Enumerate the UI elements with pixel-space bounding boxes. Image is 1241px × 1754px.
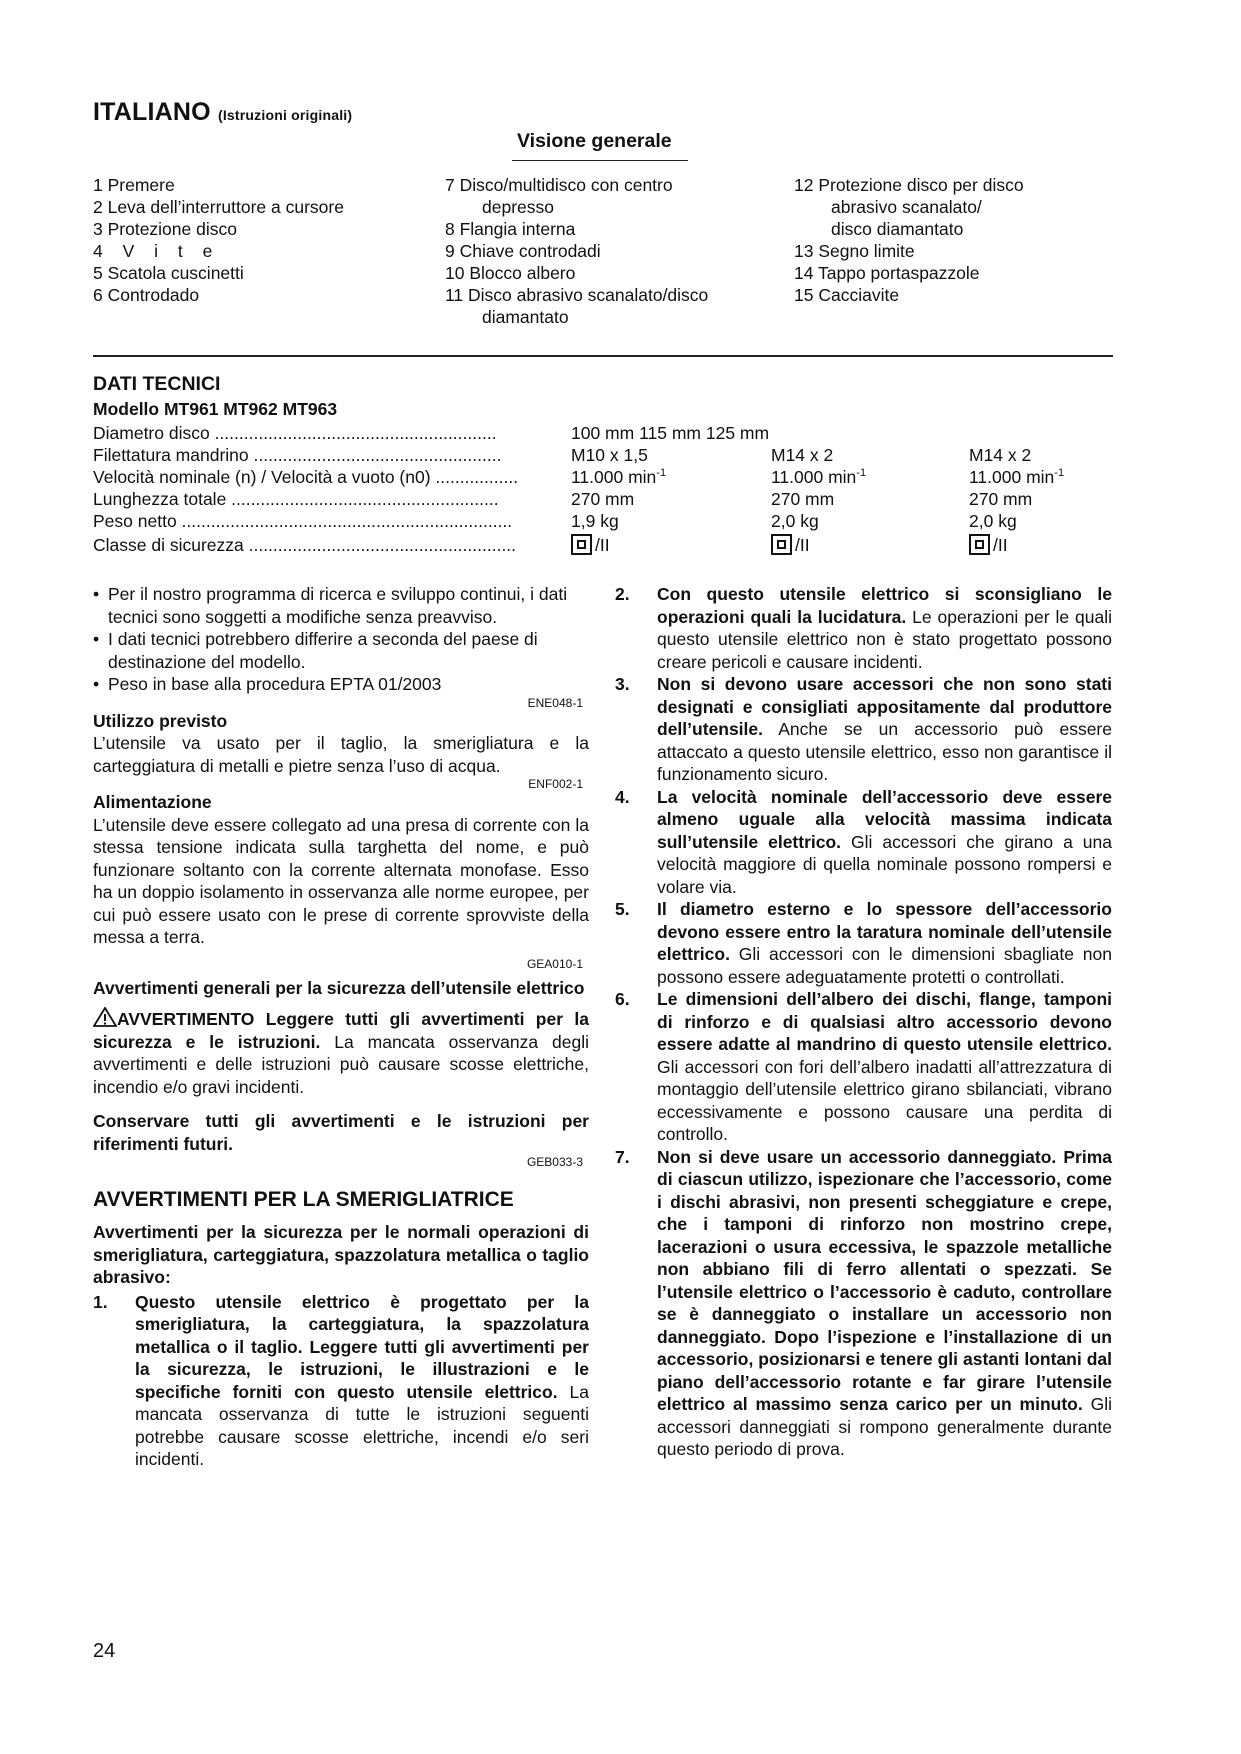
item-bold-text: La velocità nominale dell’accessorio deve essere almeno uguale alla velocità massima indicata sull’utensile elettrico. [657,786,1112,852]
item-number: 1. [93,1291,108,1312]
item-number: 7. [615,1146,630,1167]
item-number: 5. [615,899,630,919]
numbered-warning-item [615,988,1112,1146]
item-number: 4. [615,786,630,807]
reference-code: GEA010-1 [526,956,583,971]
spec-value: 100 mm 115 mm 125 mm [571,423,770,443]
spec-value: 11.000 $\min^{-1}$ [969,467,1065,487]
overview-item: 12 Protezione disco per disco [794,175,1024,195]
overview-column-2 [445,174,708,328]
spec-label: Classe di sicurezza ....................................................... [93,535,517,555]
overview-item: 11 Disco abrasivo scanalato/disco [445,285,709,305]
bullet-item: • Per il nostro programma di ricerca e sviluppo continui, i dati tecnici sono soggetti a modifiche senza preavviso. [93,583,589,628]
spec-value: 270 mm [771,489,835,509]
overview-item-continued: diamantato [482,307,569,327]
numbered-warning-item [615,898,1112,988]
item-number: 2. [615,584,630,604]
spec-value: 11.000 $\min^{-1}$ [571,467,667,487]
numbered-warning-item [615,1146,1112,1461]
keep-instructions-text: Conservare tutti gli avvertimenti e le istruzioni per riferimenti futuri. [93,1111,589,1154]
spec-row-length [93,488,1113,510]
item-number: 3. [615,674,630,694]
spec-label: Lunghezza totale ....................................................... [93,489,499,509]
section-divider [93,355,1113,357]
numbered-warning-item [615,583,1112,673]
page-number: 24 [93,1640,116,1662]
specs-title: DATI TECNICI [93,373,221,395]
grinder-warnings-title: AVVERTIMENTI PER LA SMERIGLIATRICE [93,1188,514,1211]
item-text: Gli accessori con le dimensioni sbagliate non possono essere adeguatamente protetti o controllati. [657,944,1112,987]
overview-underline [512,160,688,161]
power-supply-title: Alimentazione [93,792,212,812]
overview-item: 10 Blocco albero [445,263,576,283]
overview-item: 5 Scatola cuscinetti [93,263,244,283]
item-text: Gli accessori con fori dell’albero inadatti all’attrezzatura di montaggio dell’utensile elettrico girano sbilanciati, vibrano eccessivamente e possono causare una perdita di controllo. [657,1056,1112,1144]
bullet-item: • Peso in base alla procedura EPTA 01/2003 [93,673,589,696]
spec-row-disc-diameter [93,422,1113,444]
item-bold-text: Non si devono usare accessori che non sono stati designati e consigliati appositamente dal produttore dell’utensile. [657,674,1112,739]
item-bold-text: Questo utensile elettrico è progettato per la smerigliatura, la carteggiatura, la spazzolatura metallica o il taglio. Leggere tutti gli avvertimenti per la sicurezza, le istruzioni, le illustrazioni e le specifiche forniti con questo utensile elettrico. [135,1291,589,1402]
specs-model-line: Modello MT961 MT962 MT963 [93,399,338,419]
grinder-warnings-intro: Avvertimenti per la sicurezza per le normali operazioni di smerigliatura, carteggiatura, spazzolatura metallica o taglio abrasivo: [93,1222,589,1287]
overview-item-continued: disco diamantato [831,219,964,239]
item-number: 6. [615,989,630,1009]
overview-item: 1 Premere [93,175,175,195]
overview-title: Visione generale [517,130,672,152]
spec-value: 270 mm [571,489,635,509]
item-text: Gli accessori danneggiati si rompono generalmente durante questo periodo di prova. [657,1394,1112,1459]
numbered-warning-item [615,786,1112,899]
overview-item: 2 Leva dell’interruttore a cursore [93,197,344,217]
warning-text: La mancata osservanza degli avvertimenti e delle istruzioni può causare scosse elettriche, incendio e/o gravi incidenti. [93,1031,589,1097]
numbered-warning-item [93,1291,589,1471]
overview-item: 3 Protezione disco [93,219,237,239]
reference-code: GEB033-3 [526,1155,583,1169]
spec-label: Diametro disco .......................................................... [93,423,497,443]
spec-value: M14 x 2 [771,445,834,465]
intended-use-title: Utilizzo previsto [93,710,228,731]
item-bold-text: Le dimensioni dell’albero dei dischi, flange, tamponi di rinforzo e di qualsiasi altro accessorio devono essere adatte al mandrino di questo utensile elettrico. [657,989,1112,1054]
reference-code: ENE048-1 [527,695,583,710]
left-column [93,583,589,1471]
overview-item: 8 Flangia interna [445,219,576,239]
right-column [615,583,1112,1461]
spec-row-weight [93,510,1113,532]
spec-value: /II [571,534,610,556]
overview-item: 13 Segno limite [794,241,915,261]
item-text: Le operazioni per le quali questo utensile elettrico non è stato progettato possono creare pericoli e causare incidenti. [657,606,1112,672]
overview-item: 4 V i t e [93,241,213,261]
language-title: ITALIANO [93,98,211,126]
spec-row-speed [93,466,1113,488]
spec-value: 270 mm [969,489,1033,509]
item-text: La mancata osservanza di tutte le istruzioni seguenti potrebbe causare scosse elettriche, incendi e/o seri incidenti. [135,1381,589,1469]
item-text: Gli accessori che girano a una velocità maggiore di quella nominale possono rompersi e volare via. [657,831,1112,897]
power-supply-text: L’utensile deve essere collegato ad una presa di corrente con la stessa tensione indicata sulla targhetta del nome, e può funzionare soltanto con la corrente alternata monofase. Esso ha un doppio isolamento in osservanza alle norme europee, per cui può essere usato con le prese di corrente sprovviste della messa a terra. [93,814,589,947]
warning-paragraph [93,1007,589,1098]
intended-use-text: L’utensile va usato per il taglio, la smerigliatura e la carteggiatura di metalli e pietre senza l’uso di acqua. [93,733,589,776]
spec-value: 2,0 kg [771,511,819,531]
item-bold-text: Con questo utensile elettrico si sconsigliano le operazioni quali la lucidatura. [657,584,1112,627]
double-insulation-icon [571,534,592,555]
language-subtitle: (Istruzioni originali) [217,107,353,123]
reference-code: ENF002-1 [528,777,583,791]
page-language-header [93,98,352,127]
spec-row-spindle-thread [93,444,1113,466]
overview-item-continued: depresso [482,197,554,217]
double-insulation-icon [771,534,792,555]
spec-row-safety-class [93,534,1113,556]
spec-label: Velocità nominale (n) / Velocità a vuoto (n0) ................. [93,467,519,487]
warning-bold: AVVERTIMENTO Leggere tutti gli avvertimenti per la sicurezza e le istruzioni. [93,1009,589,1052]
spec-value: 1,9 kg [571,511,619,531]
overview-item-continued: abrasivo scanalato/ [831,197,982,217]
overview-item: 6 Controdado [93,285,200,305]
numbered-warning-item [615,673,1112,786]
overview-item: 9 Chiave controdadi [445,241,601,261]
spec-value: 11.000 $\min^{-1}$ [771,467,867,487]
spec-label: Peso netto .................................................................... [93,511,513,531]
spec-value: M14 x 2 [969,445,1032,465]
overview-item: 7 Disco/multidisco con centro [445,175,673,195]
double-insulation-icon [969,534,990,555]
item-bold-text: Non si deve usare un accessorio danneggiato. Prima di ciascun utilizzo, ispezionare che l’accessorio, come i dischi abrasivi, non presenti scheggiature e crepe, che i tamponi di rinforzo non mostrino crepe, lacerazioni o usura eccessiva, le spazzole metalliche non abbiano fili di ferro allentati o spezzati. Se l’utensile elettrico o l’accessorio è caduto, controllare se è danneggiato o installare un accessorio non danneggiato. Dopo l’ispezione e l’installazione di un accessorio, posizionarsi e tenere gli astanti lontani dal piano dell’accessorio rotante e far girare l’utensile elettrico al massimo senza carico per un minuto. [657,1146,1112,1414]
overview-item: 14 Tappo portaspazzole [794,263,980,283]
overview-column-1 [93,174,344,306]
spec-value: M10 x 1,5 [571,445,648,465]
bullet-item: • I dati tecnici potrebbero differire a seconda del paese di destinazione del modello. [93,628,589,673]
spec-value: /II [771,534,810,556]
spec-value: 2,0 kg [969,511,1017,531]
general-warnings-title: Avvertimenti generali per la sicurezza dell’utensile elettrico [93,977,585,998]
spec-label: Filettatura mandrino ................................................... [93,445,502,465]
spec-value: /II [969,534,1008,556]
overview-column-3 [794,174,1024,306]
overview-item: 15 Cacciavite [794,285,900,305]
item-bold-text: Il diametro esterno e lo spessore dell’accessorio devono essere entro la taratura nominale dell’utensile elettrico. [657,899,1112,964]
item-text: Anche se un accessorio può essere attaccato a questo utensile elettrico, esso non garantisce il funzionamento sicuro. [657,719,1112,784]
warning-triangle-icon [93,1007,117,1027]
